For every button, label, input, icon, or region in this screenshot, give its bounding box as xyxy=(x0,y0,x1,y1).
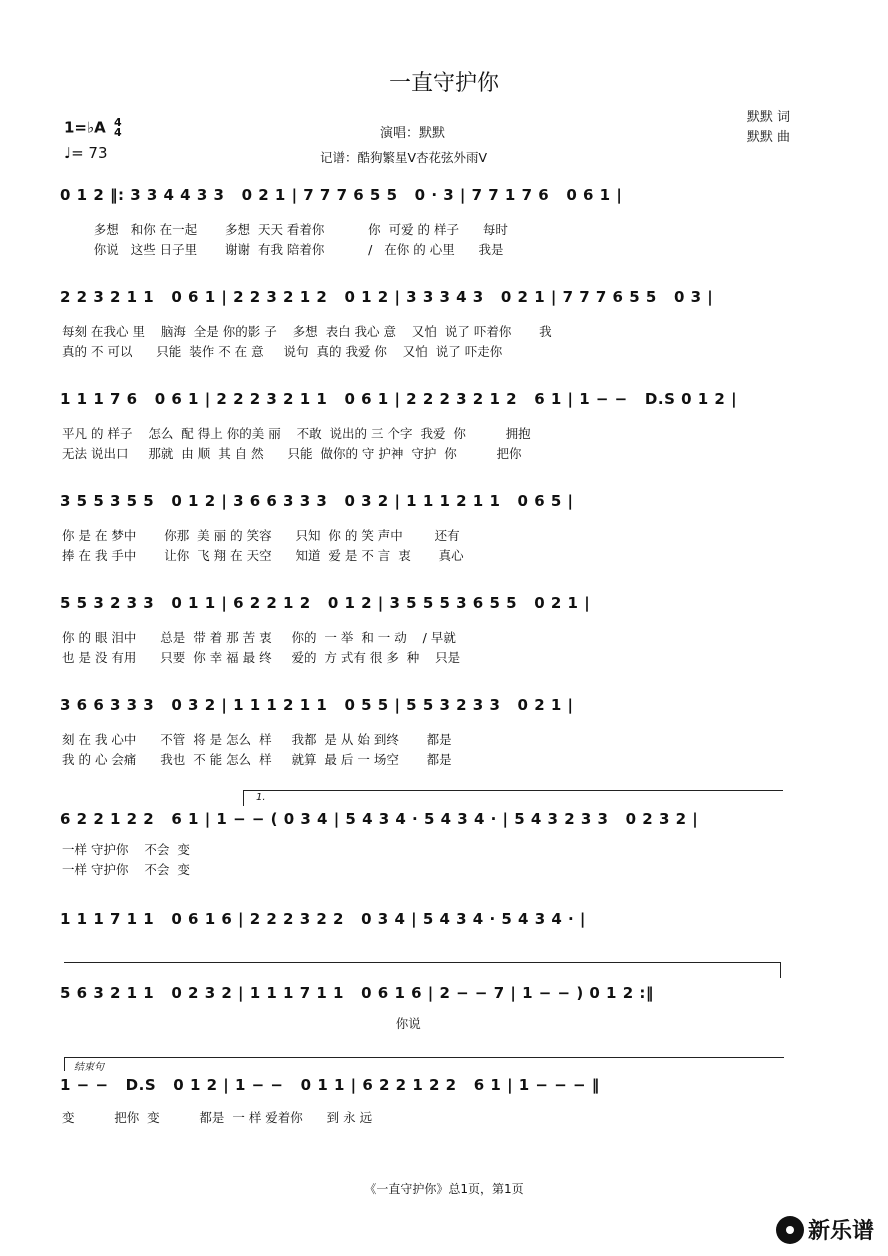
lyric-row-5a: 你 的 眼 泪中 总是 带 着 那 苦 衷 你的 一 举 和 一 动 / 早就 xyxy=(62,630,456,645)
lyric-row-3b: 无法 说出口 那就 由 顺 其 自 然 只能 做你的 守 护神 守护 你 把你 xyxy=(62,446,522,461)
time-bottom: 4 xyxy=(113,126,122,139)
lyric-row-3a: 平凡 的 样子 怎么 配 得上 你的美 丽 不敢 说出的 三 个字 我爱 你 拥抱 xyxy=(62,426,531,441)
lyric-row-6b: 我 的 心 会痛 我也 不 能 怎么 样 就算 最 后 一 场空 都是 xyxy=(62,752,452,767)
notation-row-10: 1 − − D.S 0 1 2 | 1 − − 0 1 1 | 6 2 2 1 2 2 6 1 | 1 − − − ‖ xyxy=(60,1076,600,1094)
notation-row-2: 2 2 3 2 1 1 0 6 1 | 2 2 3 2 1 2 0 1 2 | 3 3 3 4 3 0 2 1 | 7 7 7 6 5 5 0 3 | xyxy=(60,288,714,306)
volta-bracket-start xyxy=(243,790,244,806)
lyric-row-2a: 每刻 在我心 里 脑海 全是 你的影 子 多想 表白 我心 意 又怕 说了 吓着你 我 xyxy=(62,324,552,339)
lyric-row-7b: 一样 守护你 不会 变 xyxy=(62,862,190,877)
composer-credit: 默默 曲 xyxy=(746,130,790,145)
vinyl-icon xyxy=(776,1216,804,1244)
notation-row-7: 6 2 2 1 2 2 6 1 | 1 − − ( 0 3 4 | 5 4 3 4 · 5 4 3 4 · | 5 4 3 2 3 3 0 2 3 2 | xyxy=(60,810,699,828)
author-credits xyxy=(747,108,790,148)
lyric-row-4a: 你 是 在 梦中 你那 美 丽 的 笑容 只知 你 的 笑 声中 还有 xyxy=(62,528,460,543)
key-signature xyxy=(64,118,122,138)
lyric-row-1a: 多想 和你 在一起 多想 天天 看着你 你 可爱 的 样子 每时 xyxy=(62,222,508,237)
volta-bracket-continuation xyxy=(64,962,780,963)
lyric-row-2b: 真的 不 可以 只能 装作 不 在 意 说句 真的 我爱 你 又怕 说了 吓走你 xyxy=(62,344,503,359)
volta-bracket xyxy=(243,790,783,791)
page-footer: 《一直守护你》总1页，第1页 xyxy=(364,1182,524,1196)
notation-row-5: 5 5 3 2 3 3 0 1 1 | 6 2 2 1 2 0 1 2 | 3 5 5 5 3 6 5 5 0 2 1 | xyxy=(60,594,591,612)
lyric-row-9a: 你说 xyxy=(62,1016,421,1031)
notation-row-3: 1 1 1 7 6 0 6 1 | 2 2 2 3 2 1 1 0 6 1 | 2 2 2 3 2 1 2 6 1 | 1 − − D.S 0 1 2 | xyxy=(60,390,738,408)
notation-row-9: 5 6 3 2 1 1 0 2 3 2 | 1 1 1 7 1 1 0 6 1 6 | 2 − − 7 | 1 − − ) 0 1 2 :‖ xyxy=(60,984,654,1002)
lyric-row-6a: 刻 在 我 心中 不管 将 是 怎么 样 我都 是 从 始 到终 都是 xyxy=(62,732,452,747)
song-title: 一直守护你 xyxy=(388,71,499,96)
notation-row-4: 3 5 5 3 5 5 0 1 2 | 3 6 6 3 3 3 0 3 2 | 1 1 1 2 1 1 0 6 5 | xyxy=(60,492,574,510)
tempo-mark: ♩= 73 xyxy=(64,144,108,162)
ending-bracket xyxy=(64,1057,784,1058)
lyric-row-7a: 一样 守护你 不会 变 xyxy=(62,842,190,857)
lyricist-credit: 默默 词 xyxy=(746,110,790,125)
logo-text: 新乐谱 xyxy=(807,1219,874,1244)
key-label: 1=♭A xyxy=(64,118,106,137)
notation-row-1: 0 1 2 ‖: 3 3 4 4 3 3 0 2 1 | 7 7 7 6 5 5 0 · 3 | 7 7 1 7 6 0 6 1 | xyxy=(60,186,623,204)
lyric-row-5b: 也 是 没 有用 只要 你 幸 福 最 终 爱的 方 式有 很 多 种 只是 xyxy=(62,650,461,665)
time-top: 4 xyxy=(113,116,122,129)
time-signature xyxy=(114,118,122,138)
notation-row-8: 1 1 1 7 1 1 0 6 1 6 | 2 2 2 3 2 2 0 3 4 | 5 4 3 4 · 5 4 3 4 · | xyxy=(60,910,586,928)
lyric-row-1b: 你说 这些 日子里 谢谢 有我 陪着你 / 在你 的 心里 我是 xyxy=(62,242,504,257)
lyric-row-4b: 捧 在 我 手中 让你 飞 翔 在 天空 知道 爱 是 不 言 衷 真心 xyxy=(62,548,464,563)
volta-bracket-end xyxy=(780,962,781,978)
transcriber-credit: 记谱：酷狗繁星V杏花弦外雨V xyxy=(320,150,488,165)
site-logo xyxy=(776,1214,874,1245)
volta-number: 1. xyxy=(256,792,266,803)
lyric-row-10a: 变 把你 变 都是 一 样 爱着你 到 永 远 xyxy=(62,1110,373,1125)
notation-row-6: 3 6 6 3 3 3 0 3 2 | 1 1 1 2 1 1 0 5 5 | 5 5 3 2 3 3 0 2 1 | xyxy=(60,696,574,714)
ending-bracket-start xyxy=(64,1057,65,1071)
singer-credit: 演唱：默默 xyxy=(380,126,446,141)
ending-label: 结束句 xyxy=(74,1062,104,1073)
